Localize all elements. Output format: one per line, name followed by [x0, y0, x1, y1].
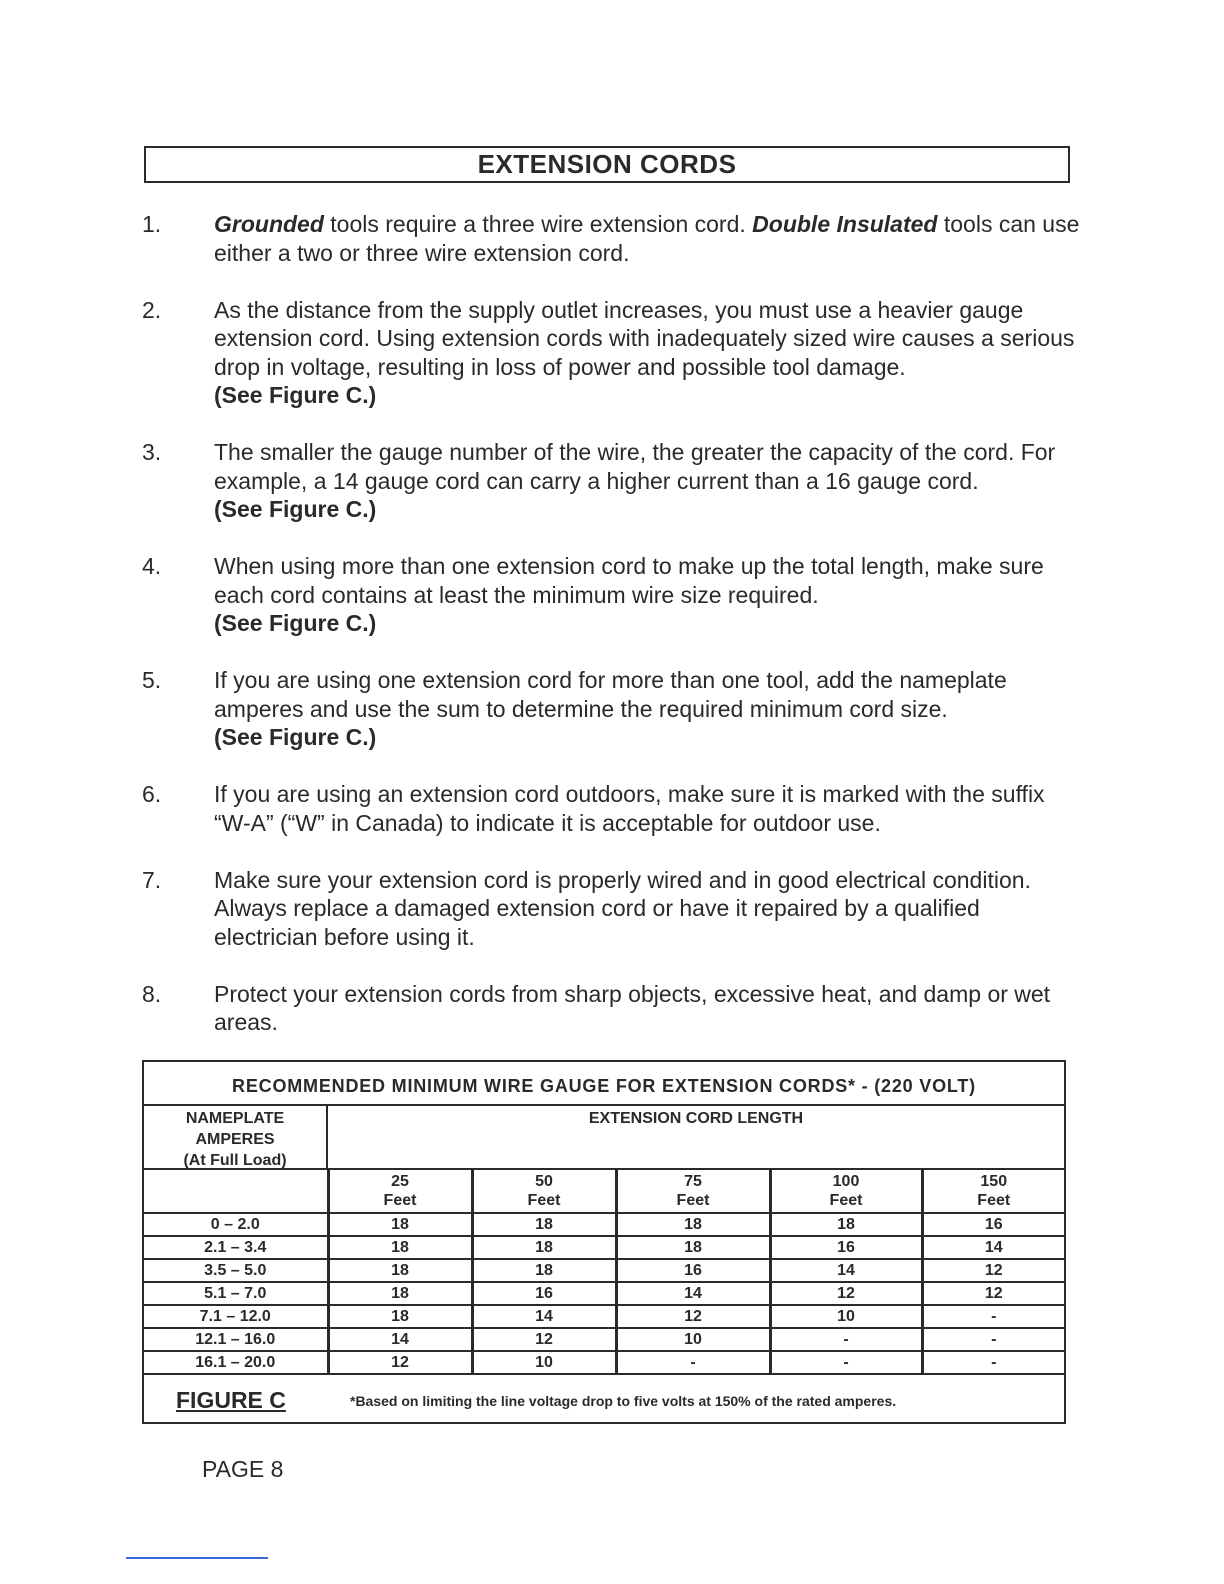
gauge-cell: 16 [770, 1236, 922, 1259]
amperes-cell: 16.1 – 20.0 [144, 1351, 328, 1374]
list-item [142, 438, 1082, 524]
table-row [144, 1328, 1064, 1351]
list-item [142, 866, 1082, 952]
gauge-cell: 18 [328, 1259, 472, 1282]
divider [126, 1557, 268, 1559]
table-row [144, 1305, 1064, 1328]
amperes-cell: 5.1 – 7.0 [144, 1282, 328, 1305]
gauge-cell: - [922, 1351, 1064, 1374]
gauge-grid [144, 1170, 1064, 1375]
item-number: 1. [142, 211, 162, 237]
table-cell [144, 1170, 328, 1213]
gauge-cell: 10 [472, 1351, 616, 1374]
page-title: EXTENSION CORDS [144, 146, 1070, 183]
item-number: 5. [142, 667, 162, 693]
amperes-cell: 12.1 – 16.0 [144, 1328, 328, 1351]
amperes-cell: 0 – 2.0 [144, 1213, 328, 1236]
amperes-cell: 2.1 – 3.4 [144, 1236, 328, 1259]
list-item [142, 210, 1082, 267]
figure-label: FIGURE C [176, 1387, 286, 1413]
gauge-cell: 12 [616, 1305, 770, 1328]
table-row [144, 1282, 1064, 1305]
item-emphasis: Grounded [214, 211, 324, 237]
item-text: As the distance from the supply outlet increases, you must use a heavier gauge extension cord. Using extension cords with inadequately sized wire causes a serious drop in voltage, resulting in loss of power and possible tool damage. [214, 296, 1075, 380]
amperes-header-line: AMPERES [195, 1131, 275, 1148]
gauge-cell: 14 [770, 1259, 922, 1282]
table-row [144, 1236, 1064, 1259]
amperes-column-header [144, 1106, 328, 1170]
amperes-header-line: NAMEPLATE [185, 1110, 285, 1127]
gauge-cell: 18 [472, 1236, 616, 1259]
gauge-cell: 18 [328, 1236, 472, 1259]
item-text: Protect your extension cords from sharp objects, excessive heat, and damp or wet areas. [214, 980, 1051, 1035]
item-number: 2. [142, 296, 162, 323]
list-item [142, 780, 1082, 837]
gauge-cell: 12 [472, 1328, 616, 1351]
gauge-cell: 10 [616, 1328, 770, 1351]
amperes-cell: 3.5 – 5.0 [144, 1259, 328, 1282]
list-item [142, 296, 1082, 410]
item-text: When using more than one extension cord to make up the total length, make sure each cord contains at least the minimum wire size required. [214, 553, 1044, 608]
gauge-cell: 18 [328, 1282, 472, 1305]
item-text: Make sure your extension cord is properly wired and in good electrical condition. Always replace a damaged extension cord or have it repaired by a qualified electrician before using it. [214, 866, 1031, 950]
gauge-cell: - [770, 1351, 922, 1374]
figure-reference: (See Figure C.) [214, 724, 377, 750]
item-number: 7. [142, 866, 162, 893]
figure-reference: (See Figure C.) [214, 610, 377, 636]
item-number: 4. [142, 553, 162, 579]
table-title: RECOMMENDED MINIMUM WIRE GAUGE FOR EXTENSION CORDS* - (220 VOLT) [144, 1062, 1064, 1106]
gauge-cell: - [616, 1351, 770, 1374]
table-footnote: *Based on limiting the line voltage drop to five volts at 150% of the rated amperes. [350, 1393, 897, 1409]
item-number: 6. [142, 781, 162, 807]
gauge-cell: 14 [922, 1236, 1064, 1259]
gauge-cell: - [770, 1328, 922, 1351]
gauge-cell: - [922, 1328, 1064, 1351]
item-number: 8. [142, 980, 162, 1007]
gauge-cell: 16 [616, 1259, 770, 1282]
item-text: If you are using one extension cord for more than one tool, add the nameplate amperes and use the sum to determine the required minimum cord size. [214, 667, 1007, 722]
table-row [144, 1213, 1064, 1236]
gauge-cell: 12 [922, 1259, 1064, 1282]
figure-reference: (See Figure C.) [214, 382, 377, 408]
gauge-cell: 12 [770, 1282, 922, 1305]
list-item [142, 552, 1082, 638]
gauge-cell: 14 [616, 1282, 770, 1305]
gauge-cell: 18 [328, 1305, 472, 1328]
gauge-cell: 18 [472, 1213, 616, 1236]
item-text: tools can use either a two or three wire extension cord. [214, 211, 1080, 266]
gauge-cell: 18 [328, 1213, 472, 1236]
length-cell: 50 Feet [472, 1170, 616, 1213]
gauge-cell: 12 [328, 1351, 472, 1374]
instruction-list [142, 210, 1082, 1065]
item-text: The smaller the gauge number of the wire, the greater the capacity of the cord. For example, a 14 gauge cord can carry a higher current than a 16 gauge cord. [214, 439, 1056, 494]
gauge-cell: 18 [472, 1259, 616, 1282]
length-cell: 75 Feet [616, 1170, 770, 1213]
item-number: 3. [142, 439, 162, 465]
page-number: PAGE 8 [202, 1456, 284, 1482]
gauge-cell: 16 [472, 1282, 616, 1305]
amperes-cell: 7.1 – 12.0 [144, 1305, 328, 1328]
amperes-header-line: (At Full Load) [183, 1152, 287, 1169]
gauge-cell: 14 [472, 1305, 616, 1328]
table-row [144, 1351, 1064, 1374]
gauge-cell: 18 [770, 1213, 922, 1236]
item-text: tools require a three wire extension cord. [323, 211, 753, 237]
wire-gauge-table [142, 1060, 1066, 1424]
list-item [142, 980, 1082, 1037]
list-item [142, 666, 1082, 752]
length-cell: 25 Feet [328, 1170, 472, 1213]
gauge-cell: 16 [922, 1213, 1064, 1236]
table-footer [144, 1375, 1064, 1422]
gauge-cell: 12 [922, 1282, 1064, 1305]
item-text: If you are using an extension cord outdoors, make sure it is marked with the suffix “W-A” (“W” in Canada) to indicate it is acceptable for outdoor use. [214, 781, 1045, 836]
length-cell: 150 Feet [922, 1170, 1064, 1213]
length-cell: 100 Feet [770, 1170, 922, 1213]
gauge-cell: 18 [616, 1236, 770, 1259]
length-column-header: EXTENSION CORD LENGTH [328, 1106, 1064, 1170]
item-emphasis: Double Insulated [752, 211, 938, 237]
gauge-cell: 10 [770, 1305, 922, 1328]
figure-reference: (See Figure C.) [214, 496, 377, 522]
gauge-cell: 18 [616, 1213, 770, 1236]
table-row [144, 1259, 1064, 1282]
length-header-row [144, 1170, 1064, 1213]
gauge-cell: 14 [328, 1328, 472, 1351]
gauge-cell: - [922, 1305, 1064, 1328]
